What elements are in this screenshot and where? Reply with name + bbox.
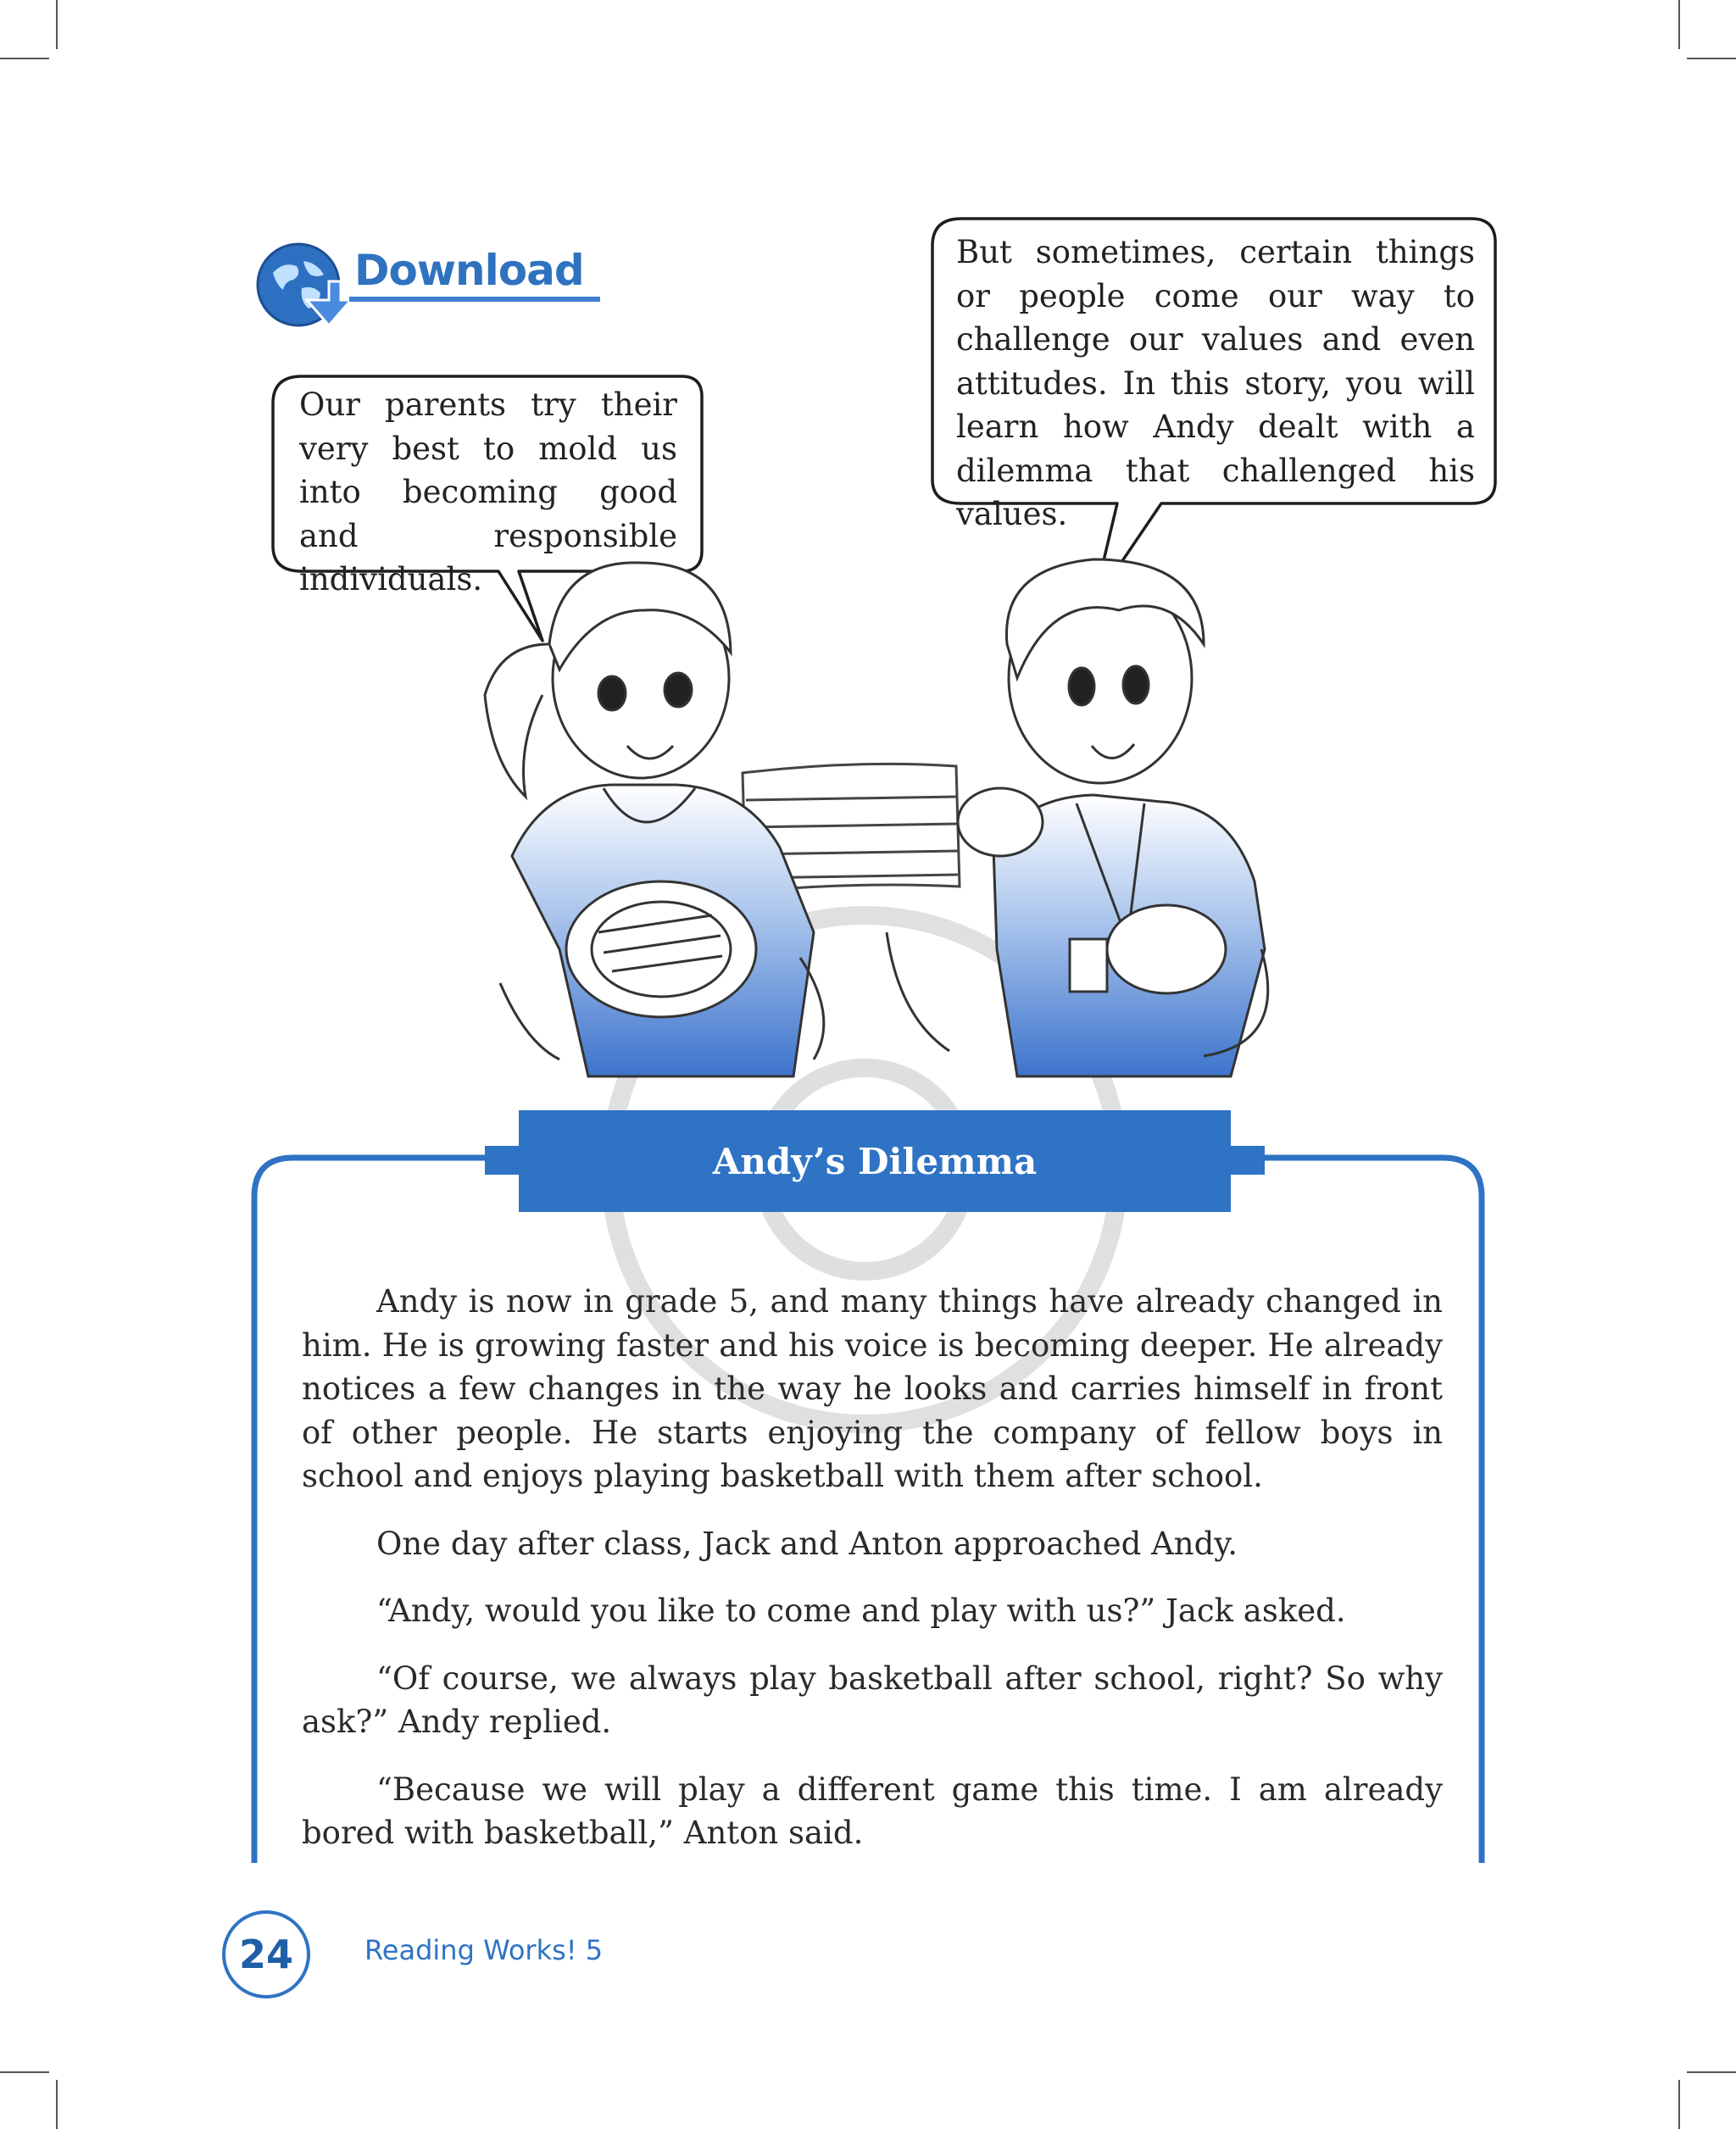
story-paragraph: Andy is now in grade 5, and many things have already changed in him. He is growing faster and his voice is becoming deeper. He already notices a few changes in the way he looks and carries himself in front of other people. He starts enjoying the company of fellow boys in school and enjoys playing basketball with them after school. bbox=[302, 1283, 1443, 1494]
book-title: Reading Works! 5 bbox=[364, 1934, 604, 1966]
boy-speech-text: But sometimes, certain things or people come our way to challenge our values and even attitudes. In this story, you will learn how Andy dealt with a dilemma that challenged his values. bbox=[956, 234, 1475, 532]
story-paragraph: “Of course, we always play basketball after school, right? So why ask?” Andy replied. bbox=[302, 1659, 1443, 1740]
story-paragraph: “Andy, would you like to come and play with us?” Jack asked. bbox=[376, 1593, 1346, 1629]
girl-speech-text: Our parents try their very best to mold us into becoming good and responsible individuals. bbox=[299, 386, 677, 598]
story-title: Andy’s Dilemma bbox=[712, 1140, 1038, 1182]
page-number: 24 bbox=[222, 1910, 310, 1998]
story-paragraph: “Because we will play a different game this time. I am already bored with basketball,” Anton said. bbox=[302, 1770, 1443, 1851]
section-label: Download bbox=[354, 246, 584, 295]
story-title-bar bbox=[519, 1110, 1231, 1212]
story-body bbox=[302, 1280, 1443, 1879]
story-paragraph: One day after class, Jack and Anton approached Andy. bbox=[376, 1525, 1238, 1562]
